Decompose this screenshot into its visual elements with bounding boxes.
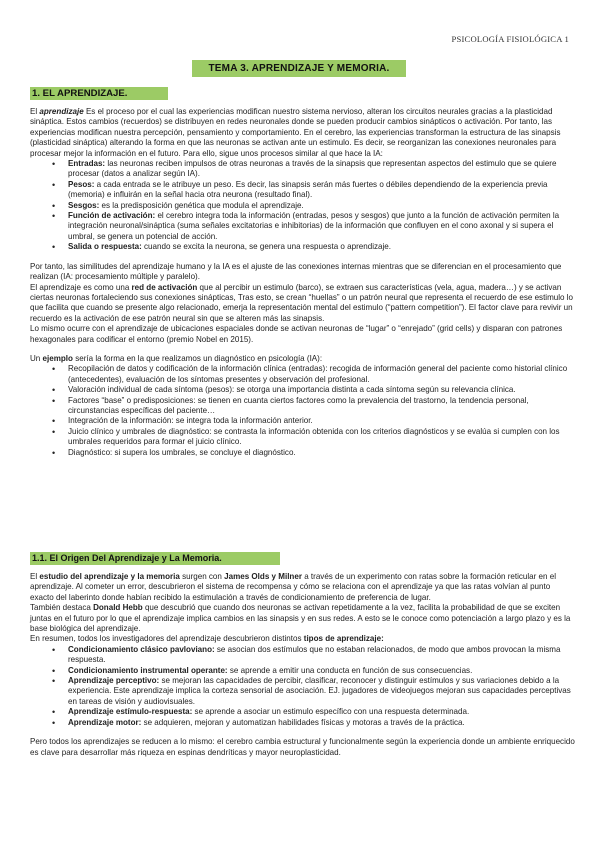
- list-item: [30, 242, 576, 252]
- item-term: Salida o respuesta:: [68, 242, 142, 252]
- item-term: Función de activación:: [68, 211, 156, 221]
- bold-term: ejemplo: [42, 353, 73, 363]
- list-item: • Factores “base” o predisposiciones: se tienen en cuanta ciertos factores como la prevalencia del trastorno, la tendencia personal, circunstancias específicas del paciente…: [30, 396, 576, 417]
- list-item: [30, 201, 576, 211]
- item-term: Pesos:: [68, 179, 95, 189]
- intro-term: aprendizaje: [39, 107, 84, 116]
- section-1-1-body: [30, 572, 576, 758]
- paragraph: [30, 634, 576, 644]
- intro-paragraph: [30, 107, 576, 159]
- text-span: El aprendizaje es como una: [30, 282, 132, 292]
- section-heading: 1. EL APRENDIZAJE.: [30, 87, 168, 100]
- item-term: Entradas:: [68, 159, 106, 169]
- item-text: las neuronas reciben impulsos de otras neuronas a través de la sinapsis que representan aspectos del estimulo que se quiere procesar (datos a analizar según IA).: [68, 159, 557, 179]
- example-list: [30, 364, 576, 458]
- item-text: el cerebro integra toda la información (entradas, pesos y sesgos) que junto a la función de activación permiten la integración neuronal/sináptica (suma señales excitatorias e inhibitorias) de la información que confluyen en el cono axonal y si supera el umbral, se genera un potencial de acción.: [68, 211, 560, 241]
- text-span: que al percibir un estimulo (barco), se extraen sus características (vela, agua, madera…) y se activan ciertas neuronas fortaleciendo sus conexiones sinápticas, Tras esto, se crean “huellas” o un patrón neural que representa el recuerdo de ese estimulo lo que facilita que cuando se presente algo relacionado, emerja la representación mental del estimulo (“pattern competition”). El factor clave para revivir un recuerdo es la activación de ese patrón neural sin que se alteren más las sinapsis.: [30, 282, 574, 323]
- item-term: Sesgos:: [68, 200, 100, 210]
- section-1-body: [30, 107, 576, 458]
- list-item: [30, 707, 576, 717]
- item-term: Condicionamiento clásico pavloviano:: [68, 644, 215, 654]
- text-span: El: [30, 572, 40, 581]
- paragraph: Por tanto, las similitudes del aprendizaje humano y la IA es el ajuste de las conexiones internas mientras que se diferencian en el procesamiento que realizan (IA: procesamiento múltiple y paralelo).: [30, 261, 562, 282]
- learning-types-list: [30, 645, 576, 728]
- item-text: a cada entrada se le atribuye un peso. Es decir, las sinapsis serán más fuertes o débiles dependiendo de la experiencia previa (memoria) e influirán en la señal hacia otra neurona (resultado final).: [68, 179, 548, 200]
- item-text: cuando se excita la neurona, se genera una respuesta o aprendizaje.: [141, 242, 391, 252]
- document-title: TEMA 3. APRENDIZAJE Y MEMORIA.: [192, 60, 406, 77]
- process-list: [30, 159, 576, 253]
- bold-term: Donald Hebb: [93, 603, 143, 613]
- bold-term: James Olds y Milner: [224, 572, 302, 581]
- subsection-heading: 1.1. El Origen Del Aprendizaje y La Memoria.: [30, 552, 280, 565]
- list-item: [30, 211, 576, 242]
- list-item: [30, 180, 576, 201]
- list-item: [30, 676, 576, 707]
- text-span: que descubrió que cuando dos neuronas se activan repetidamente a la vez, facilita la probabilidad de que se exciten juntas en el futuro por lo que el aprendizaje implica cambios en las sinapsis y en sus redes. A esto se le conoce como potenciación a largo plazo y es la base biológica del aprendizaje.: [30, 603, 571, 634]
- paragraph: [30, 603, 576, 634]
- paragraph: [30, 354, 576, 364]
- list-item: • Recopilación de datos y codificación de la información clínica (entradas): recogida de información general del paciente como historial clínico (antecedentes), evaluación de los síntomas presentes y observación del profesional.: [30, 364, 576, 385]
- item-text: es la predisposición genética que modula el aprendizaje.: [99, 200, 304, 210]
- running-header: PSICOLOGÍA FISIOLÓGICA 1: [451, 34, 569, 44]
- list-item: • Diagnóstico: si supera los umbrales, se concluye el diagnóstico.: [30, 448, 576, 458]
- text-span: En resumen, todos los investigadores del aprendizaje descubrieron distintos: [30, 634, 304, 644]
- list-item: [30, 666, 576, 676]
- list-item: • Juicio clínico y umbrales de diagnóstico: se contrasta la información obtenida con los criterios diagnósticos y se evalúa si cumplen con los umbrales requeridos para formar el juicio clínico.: [30, 427, 576, 448]
- item-text: se adquieren, mejoran y automatizan habilidades físicas y motoras a través de la práctica.: [141, 717, 465, 727]
- item-term: Aprendizaje estímulo-respuesta:: [68, 707, 193, 717]
- paragraph: Lo mismo ocurre con el aprendizaje de ubicaciones espaciales donde se activan neuronas de “lugar” o “enrejado” (grid cells) y disparan con patrones hexagonales para codificar el entorno (premio Nobel en 2015).: [30, 324, 563, 344]
- intro-prefix: El: [30, 107, 40, 116]
- list-item: [30, 718, 576, 728]
- intro-text: Es el proceso por el cual las experiencias modifican nuestro sistema nervioso, alteran los circuitos neurales gracias a la plasticidad sináptica. Estos cambios (recuerdos) se distribuyen en redes neuronales donde se pueden producir cambios sinápticos o activación. Por tanto, las experiencias modifican nuestra percepción, pensamiento y comportamiento. En el cerebro, las experiencias transforman la estructura de las sinapsis (plasticidad sináptica) alterando la forma en que las neuronas se activan ante un estimulo. Es decir, se reorganizan las conexiones neuronales para procesar mejor la información en el futuro. Para ello, sigue unos procesos similar al que hace la IA:: [30, 107, 561, 158]
- bold-term: red de activación: [131, 282, 198, 292]
- bold-term: tipos de aprendizaje:: [303, 634, 384, 644]
- list-item: [30, 159, 576, 180]
- item-text: se aprende a asociar un estimulo específico con una respuesta determinada.: [192, 707, 470, 717]
- list-item: [30, 645, 576, 666]
- list-item: • Integración de la información: se integra toda la información anterior.: [30, 416, 576, 426]
- item-term: Condicionamiento instrumental operante:: [68, 665, 228, 675]
- text-span: También destaca: [30, 603, 94, 613]
- bold-term: estudio del aprendizaje y la memoria: [39, 572, 180, 581]
- item-text: se aprende a emitir una conducta en función de sus consecuencias.: [227, 665, 473, 675]
- closing-paragraph: Pero todos los aprendizajes se reducen a lo mismo: el cerebro cambia estructural y funcionalmente según la experiencia donde un ambiente enriquecido es clave para desarrollar más riqueza en espinas dendríticas y mayor neuroplasticidad.: [30, 737, 575, 757]
- text-span: a través de un experimento con ratas sobre la formación reticular en el aprendizaje. Al cometer un error, descubrieron el sistema de recompensa y cómo se relaciona con el aprendizaje ya que las ratas volvían al punto exacto del laberinto donde habían recibido la estimulación a través de condicionamiento de preferencia de lugar.: [30, 572, 557, 602]
- item-term: Aprendizaje motor:: [68, 717, 142, 727]
- paragraph: [30, 283, 576, 325]
- text-span: Un: [30, 353, 43, 363]
- item-term: Aprendizaje perceptivo:: [68, 676, 160, 686]
- item-text: se asocian dos estímulos que no estaban relacionados, de modo que ambos provocan la misma respuesta.: [68, 644, 561, 665]
- item-text: se mejoran las capacidades de percibir, clasificar, reconocer y distinguir estímulos y sus variaciones debido a la experiencia. Este aprendizaje implica la corteza sensorial de asociación. EJ. jugadores de videojuegos mejoran sus capacidades perceptivas en tareas de visión y audiovisuales.: [68, 676, 571, 706]
- text-span: surgen con: [179, 572, 225, 581]
- list-item: • Valoración individual de cada síntoma (pesos): se otorga una importancia distinta a cada síntoma según su relevancia clínica.: [30, 385, 576, 395]
- paragraph: [30, 572, 576, 603]
- text-span: sería la forma en la que realizamos un diagnóstico en psicología (IA):: [72, 353, 323, 363]
